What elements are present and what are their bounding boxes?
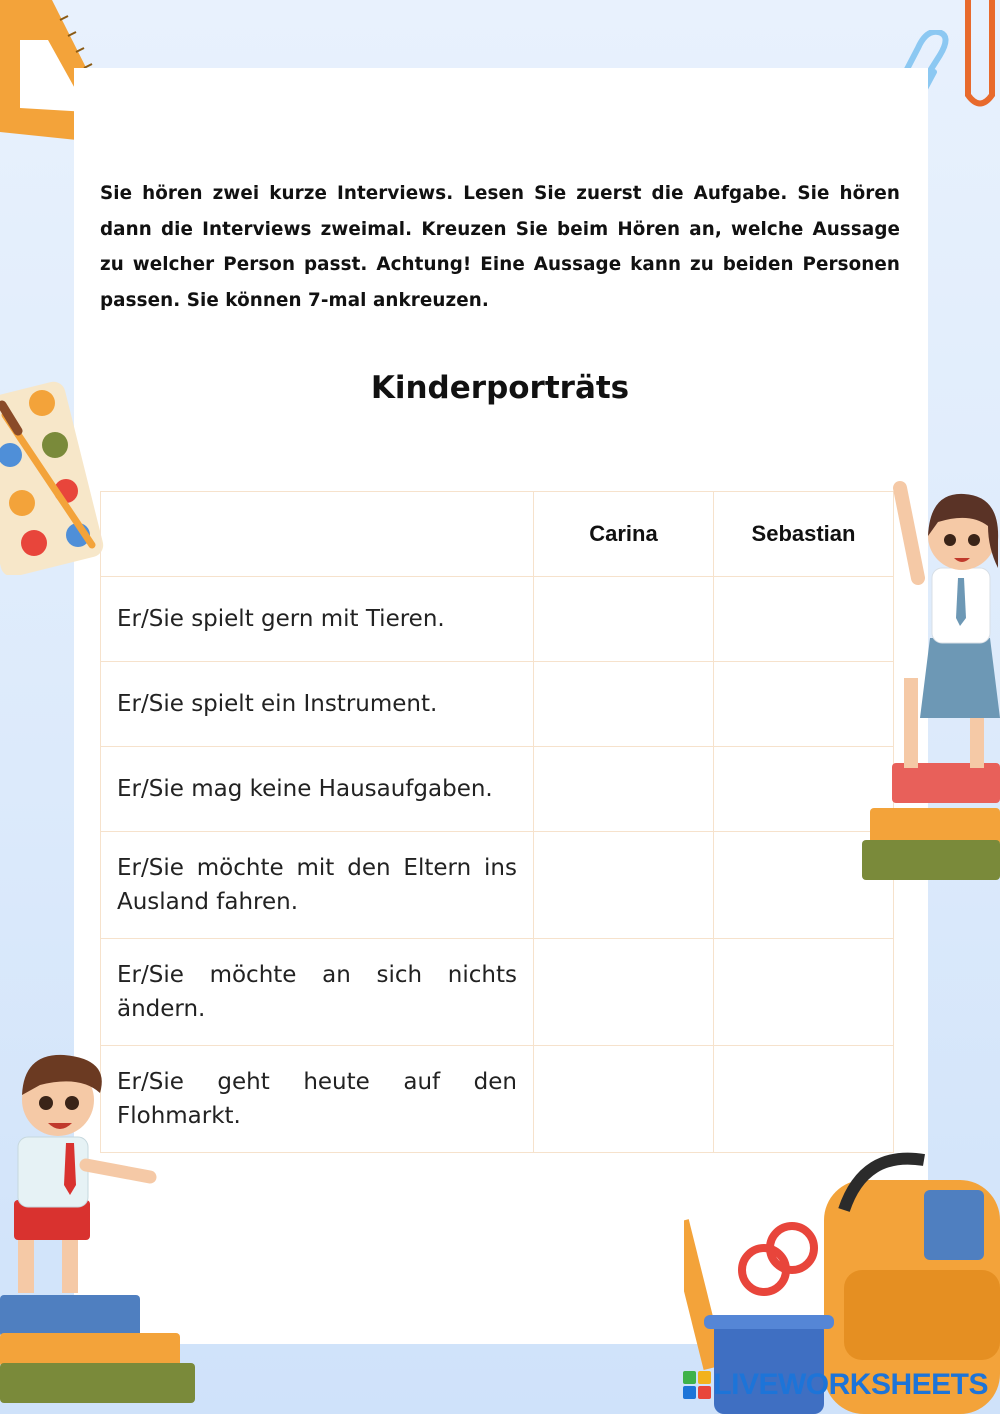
- header-empty: [101, 492, 534, 577]
- header-carina: Carina: [534, 492, 714, 577]
- assignment-table: [100, 491, 894, 1153]
- checkbox-cell-carina[interactable]: [534, 832, 714, 939]
- header-sebastian: Sebastian: [714, 492, 894, 577]
- checkbox-cell-carina[interactable]: [534, 1046, 714, 1153]
- pencil-icon: [960, 0, 1000, 110]
- checkbox-cell-carina[interactable]: [534, 662, 714, 747]
- liveworksheets-logo-icon: [683, 1371, 711, 1399]
- statement-cell: Er/Sie geht heute auf den Flohmarkt.: [101, 1046, 534, 1153]
- checkbox-cell-sebastian[interactable]: [714, 939, 894, 1046]
- table-row: [101, 577, 894, 662]
- girl-on-books-illustration: [860, 478, 1000, 903]
- table-row: [101, 939, 894, 1046]
- brand-logo: [683, 1368, 988, 1402]
- checkbox-cell-carina[interactable]: [534, 747, 714, 832]
- table-row: [101, 832, 894, 939]
- table-row: [101, 747, 894, 832]
- statement-cell: Er/Sie spielt gern mit Tieren.: [101, 577, 534, 662]
- checkbox-cell-carina[interactable]: [534, 577, 714, 662]
- checkbox-cell-sebastian[interactable]: [714, 1046, 894, 1153]
- statement-cell: Er/Sie möchte mit den Eltern ins Ausland fahren.: [101, 832, 534, 939]
- checkbox-cell-carina[interactable]: [534, 939, 714, 1046]
- table-header-row: [101, 492, 894, 577]
- table-row: [101, 662, 894, 747]
- table-row: [101, 1046, 894, 1153]
- brand-name: LIVEWORKSHEETS: [713, 1368, 988, 1401]
- boy-on-books-illustration: [0, 1045, 200, 1405]
- statement-cell: Er/Sie mag keine Hausaufgaben.: [101, 747, 534, 832]
- statement-cell: Er/Sie möchte an sich nichts ändern.: [101, 939, 534, 1046]
- page-title: Kinderporträts: [370, 370, 630, 406]
- instructions-text: Sie hören zwei kurze Interviews. Lesen Sie zuerst die Aufgabe. Sie hören dann die Interviews zweimal. Kreuzen Sie beim Hören an, welche Aussage zu welcher Person passt. Achtung! Eine Aussage kann zu beiden Personen passen. Sie können 7-mal ankreuzen.: [100, 183, 900, 311]
- statement-cell: Er/Sie spielt ein Instrument.: [101, 662, 534, 747]
